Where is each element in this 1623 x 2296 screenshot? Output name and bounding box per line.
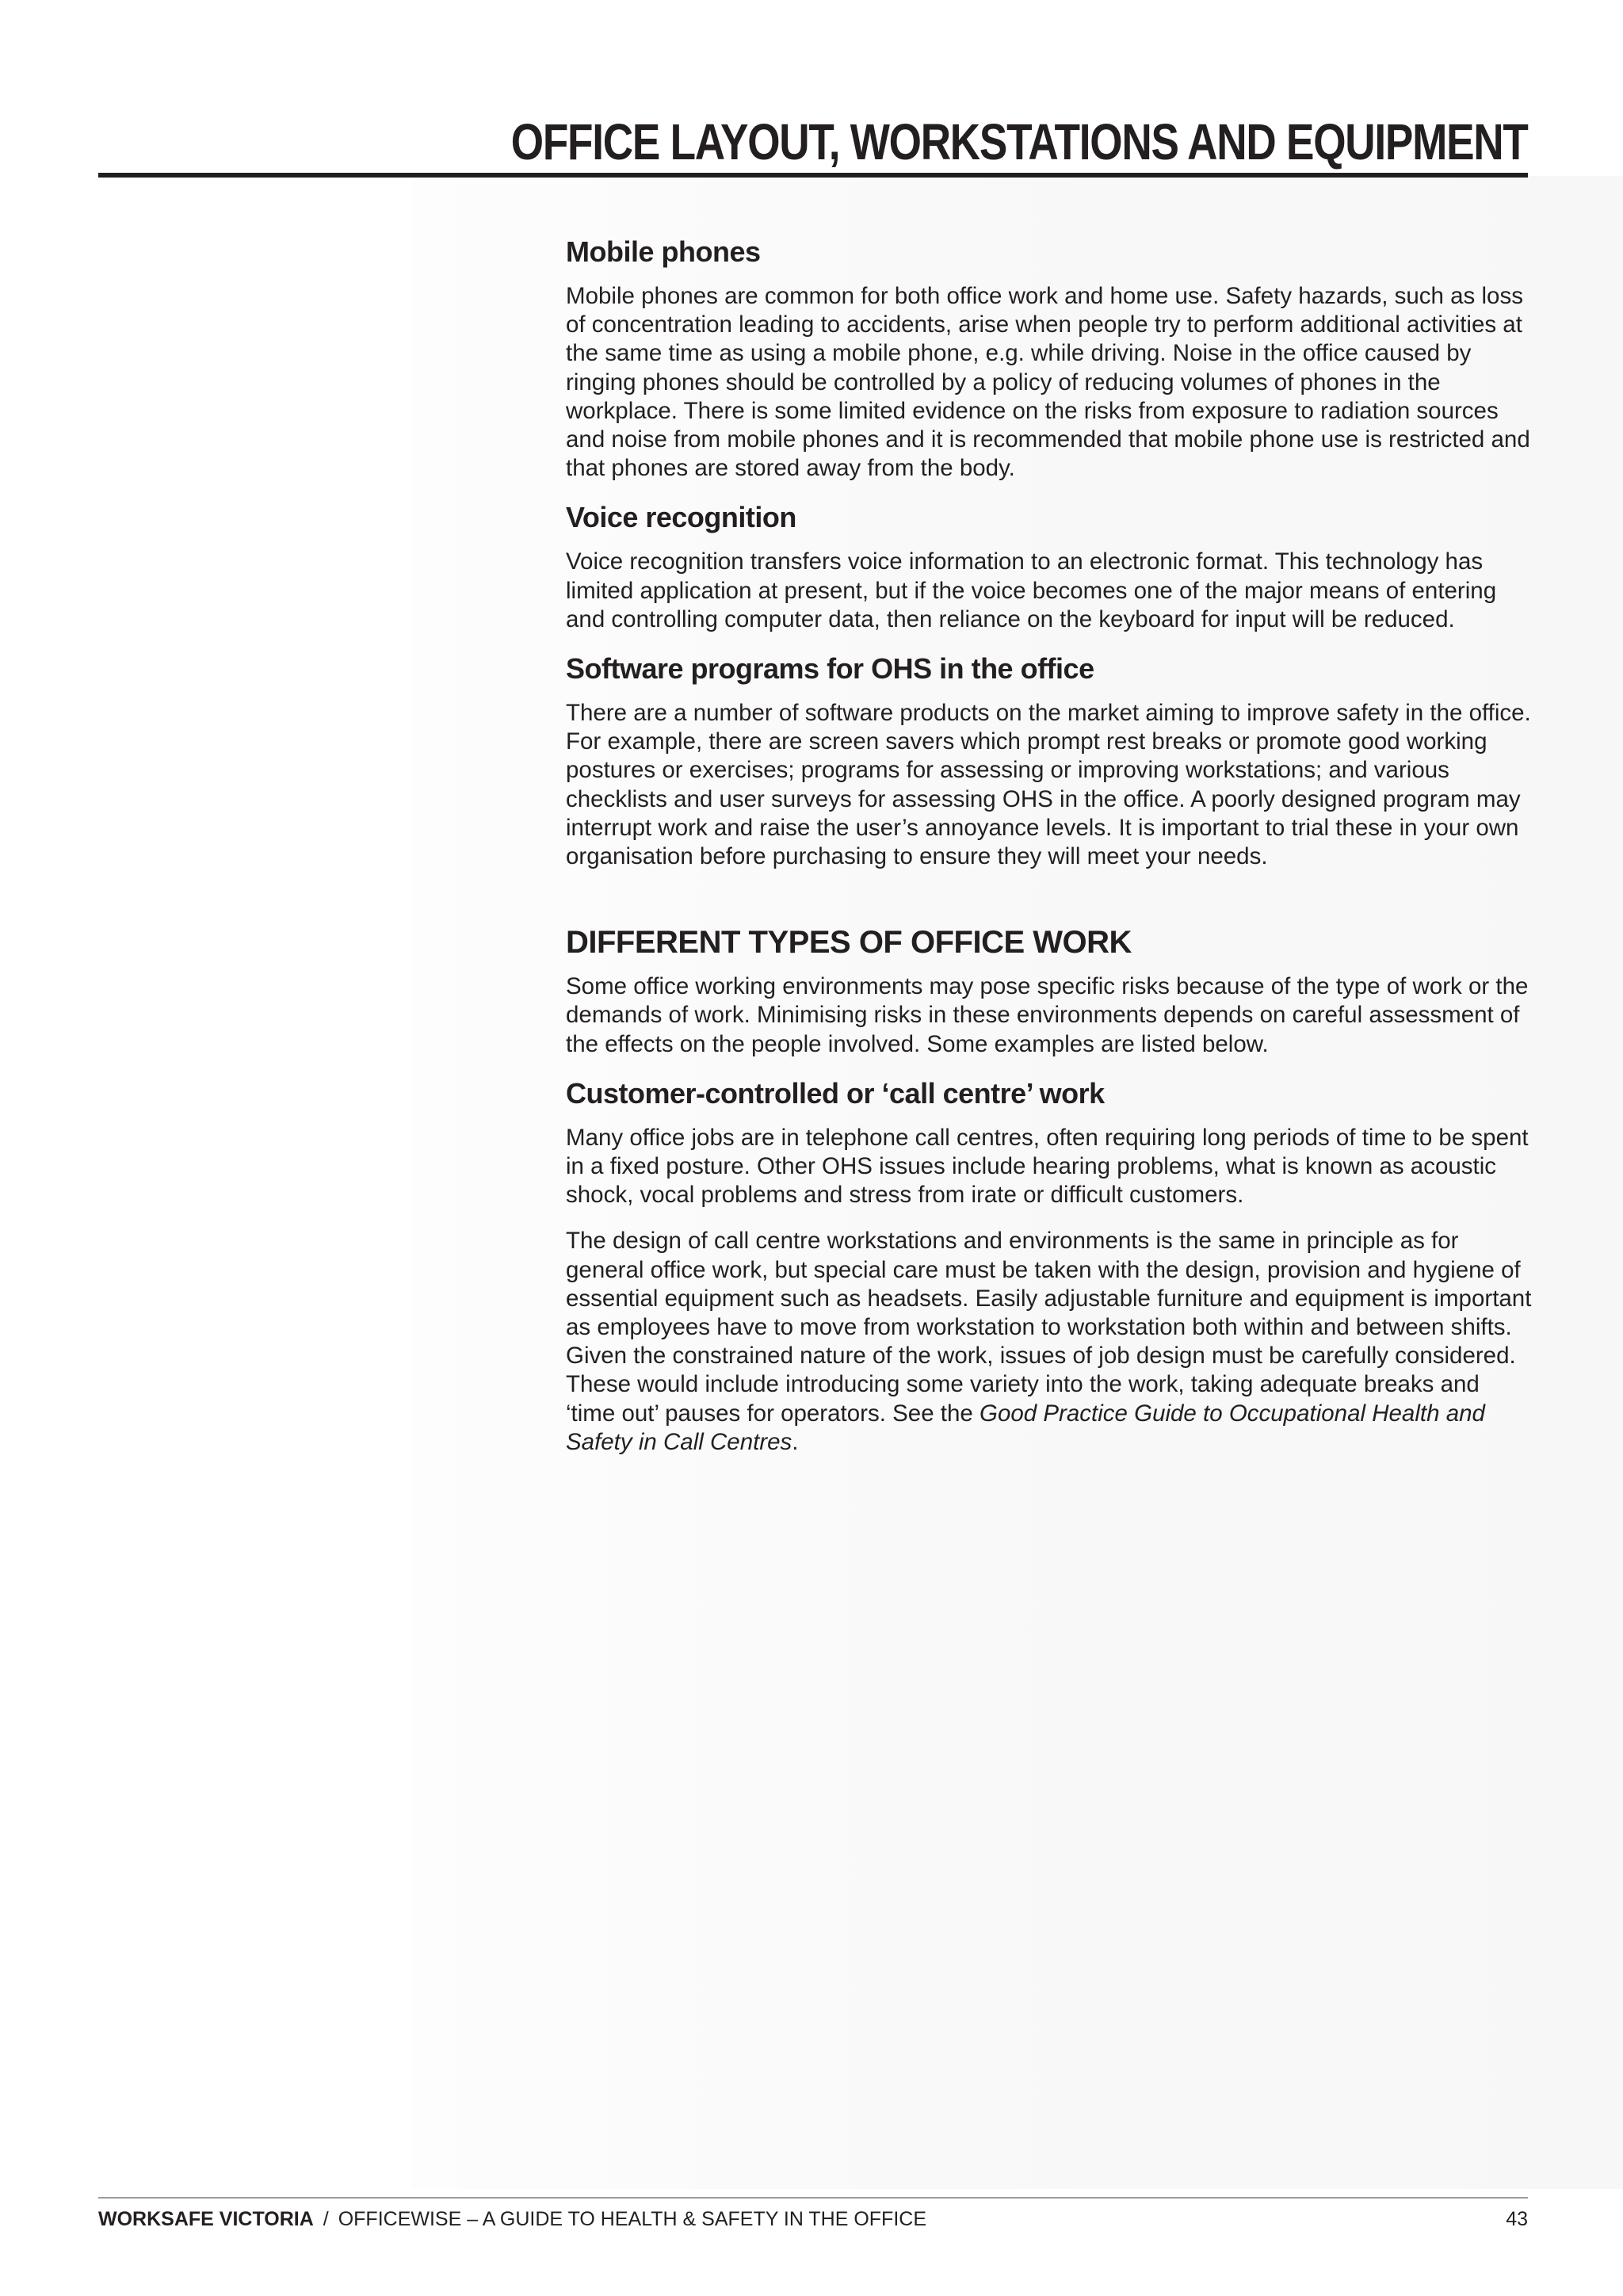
page-title: OFFICE LAYOUT, WORKSTATIONS AND EQUIPMENT xyxy=(511,113,1528,170)
call-centre-paragraph-2-end: . xyxy=(792,1428,799,1455)
footer-publication-title: OFFICEWISE – A GUIDE TO HEALTH & SAFETY IN THE OFFICE xyxy=(338,2208,926,2230)
mobile-phones-heading: Mobile phones xyxy=(566,235,761,268)
footer-separator: / xyxy=(323,2208,329,2230)
call-centre-heading: Customer-controlled or ‘call centre’ work xyxy=(566,1076,1105,1110)
call-centre-paragraph-2-text: The design of call centre workstations and environments is the same in principle as for general office work, but special care must be taken with the design, provision and hygiene of essential equipment such as headsets. Easily adjustable furniture and equipment is important as employees have to move from workstation to workstation both within and between shifts. Given the constrained nature of the work, issues of job design must be carefully considered. These would include introducing some variety into the work, taking adequate breaks and ‘time out’ pauses for operators. See the xyxy=(566,1228,1532,1427)
office-work-types-paragraph: Some office working environments may pose specific risks because of the type of work or the demands of work. Minimising risks in these environments depends on careful assessment of the effects on the people involved. Some examples are listed below. xyxy=(566,973,1529,1057)
software-programs-heading: Software programs for OHS in the office xyxy=(566,652,1094,686)
good-practice-guide-reference: Good Practice Guide to Occupational Health and Safety in Call Centres xyxy=(566,1400,1485,1455)
footer-rule xyxy=(98,2197,1528,2199)
office-work-types-heading: DIFFERENT TYPES OF OFFICE WORK xyxy=(566,925,1132,961)
call-centre-paragraph-2 xyxy=(566,1227,1533,1457)
page-footer xyxy=(98,2205,1528,2233)
title-underline xyxy=(98,173,1528,178)
main-content xyxy=(566,235,1533,1474)
mobile-phones-paragraph: Mobile phones are common for both office work and home use. Safety hazards, such as loss of concentration leading to accidents, arise when people try to perform additional activities at the same time as using a mobile phone, e.g. while driving. Noise in the office caused by ringing phones should be controlled by a policy of reducing volumes of phones in the workplace. There is some limited evidence on the risks from exposure to radiation sources and noise from mobile phones and it is recommended that mobile phone use is restricted and that phones are stored away from the body. xyxy=(566,283,1530,482)
footer-organisation: WORKSAFE VICTORIA xyxy=(98,2208,314,2230)
page-number: 43 xyxy=(1506,2208,1528,2230)
voice-recognition-paragraph: Voice recognition transfers voice information to an electronic format. This technology has limited application at present, but if the voice becomes one of the major means of entering and controlling computer data, then reliance on the keyboard for input will be reduced. xyxy=(566,548,1497,632)
call-centre-paragraph-1: Many office jobs are in telephone call centres, often requiring long periods of time to be spent in a fixed posture. Other OHS issues include hearing problems, what is known as acoustic shock, vocal problems and stress from irate or difficult customers. xyxy=(566,1124,1529,1209)
voice-recognition-heading: Voice recognition xyxy=(566,501,796,534)
software-programs-paragraph: There are a number of software products on the market aiming to improve safety in the office. For example, there are screen savers which prompt rest breaks or promote good working postures or exercises; programs for assessing or improving workstations; and various checklists and user surveys for assessing OHS in the office. A poorly designed program may interrupt work and raise the user’s annoyance levels. It is important to trial these in your own organisation before purchasing to ensure they will meet your needs. xyxy=(566,700,1531,870)
